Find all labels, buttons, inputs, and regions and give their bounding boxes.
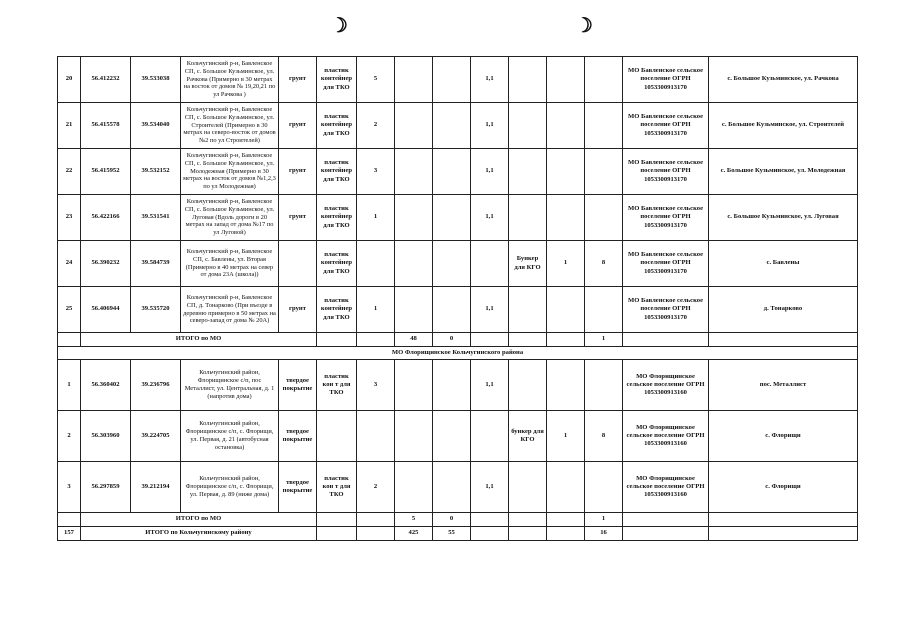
table-row [58, 195, 858, 241]
extra-col-cell [433, 287, 471, 333]
longitude-cell: 39.534040 [131, 103, 181, 149]
section-title-cell: МО Флорищинское Кольчугинского района [58, 347, 858, 360]
bunker-count-cell [547, 149, 585, 195]
site-address-cell: Кольчугинский район, Флорищинское с/п, с. Флорищи, ул. Первая, д. 89 (ниже дома) [181, 462, 279, 513]
total-row [58, 527, 858, 541]
row-number-cell: 3 [58, 462, 81, 513]
owner-entity-cell: МО Бавленское сельское поселение ОГРН 1053300913170 [623, 241, 709, 287]
bunker-count-cell [547, 462, 585, 513]
site-address-cell: Кольчугинский р-н, Бавленское СП, с. Большое Кузьминское, ул. Луговая (Вдоль дороги в 20 метрах на запад от дома №17 по ул Луговой) [181, 195, 279, 241]
bunker-type-cell [509, 462, 547, 513]
container-count-cell: 3 [357, 360, 395, 411]
extra-col-cell [433, 241, 471, 287]
container-volume-cell: 1,1 [471, 287, 509, 333]
planned-count-cell [395, 411, 433, 462]
bunker-volume-cell [585, 57, 623, 103]
empty-cell [547, 333, 585, 347]
planned-count-cell [395, 287, 433, 333]
empty-cell [709, 527, 858, 541]
binding-mark-right: ☽ [575, 15, 593, 37]
empty-cell [509, 527, 547, 541]
container-type-cell: пластик контейнер для ТКО [317, 103, 357, 149]
container-volume-cell: 1,1 [471, 360, 509, 411]
empty-cell [623, 527, 709, 541]
container-volume-cell: 1,1 [471, 57, 509, 103]
latitude-cell: 56.412232 [81, 57, 131, 103]
section-header-row [58, 347, 858, 360]
waste-source-cell: с. Большое Кузьминское, ул. Молодежная [709, 149, 858, 195]
total-number-cell [58, 333, 81, 347]
extra-col-cell [433, 360, 471, 411]
container-type-cell [317, 411, 357, 462]
latitude-cell: 56.422166 [81, 195, 131, 241]
waste-source-cell: с. Большое Кузьминское, ул. Строителей [709, 103, 858, 149]
extra-col-cell [433, 103, 471, 149]
total-label-cell: ИТОГО по МО [81, 333, 317, 347]
owner-entity-cell: МО Бавленское сельское поселение ОГРН 1053300913170 [623, 195, 709, 241]
waste-source-cell: д. Тонарково [709, 287, 858, 333]
container-volume-cell: 1,1 [471, 149, 509, 195]
bunker-count-cell [547, 287, 585, 333]
bunker-volume-cell [585, 462, 623, 513]
row-number-cell: 21 [58, 103, 81, 149]
total-container-count-cell: 48 [395, 333, 433, 347]
longitude-cell: 39.532152 [131, 149, 181, 195]
row-number-cell: 25 [58, 287, 81, 333]
surface-type-cell: грунт [279, 57, 317, 103]
latitude-cell: 56.415578 [81, 103, 131, 149]
surface-type-cell [279, 241, 317, 287]
longitude-cell: 39.531541 [131, 195, 181, 241]
empty-cell [623, 333, 709, 347]
bunker-type-cell [509, 195, 547, 241]
surface-type-cell: твердое покрытие [279, 411, 317, 462]
bunker-volume-cell: 8 [585, 241, 623, 287]
bunker-count-cell [547, 103, 585, 149]
container-count-cell: 3 [357, 149, 395, 195]
surface-type-cell: твердое покрытие [279, 462, 317, 513]
latitude-cell: 56.360402 [81, 360, 131, 411]
empty-cell [317, 333, 357, 347]
total-planned-count-cell: 55 [433, 527, 471, 541]
empty-cell [623, 513, 709, 527]
total-bunker-count-cell: 1 [585, 333, 623, 347]
container-type-cell: пластик контейнер для ТКО [317, 149, 357, 195]
planned-count-cell [395, 360, 433, 411]
planned-count-cell [395, 103, 433, 149]
bunker-type-cell: бункер для КГО [509, 411, 547, 462]
table-row [58, 241, 858, 287]
empty-cell [471, 527, 509, 541]
container-volume-cell: 1,1 [471, 462, 509, 513]
site-address-cell: Кольчугинский р-н, Бавленское СП, с. Большое Кузьминское, ул. Строителей (Примерно в 30 метрах на северо-восток от домов №2 по ул Строителей) [181, 103, 279, 149]
extra-col-cell [433, 462, 471, 513]
longitude-cell: 39.584739 [131, 241, 181, 287]
container-volume-cell: 1,1 [471, 103, 509, 149]
total-label-cell: ИТОГО по МО [81, 513, 317, 527]
bunker-type-cell [509, 360, 547, 411]
row-number-cell: 2 [58, 411, 81, 462]
row-number-cell: 20 [58, 57, 81, 103]
row-number-cell: 1 [58, 360, 81, 411]
waste-source-cell: пос. Металлист [709, 360, 858, 411]
total-number-cell: 157 [58, 527, 81, 541]
table-row [58, 57, 858, 103]
table-row [58, 411, 858, 462]
container-count-cell: 1 [357, 195, 395, 241]
site-address-cell: Кольчугинский р-н, Бавленское СП, д. Тонарково (При въезде в деревню примерно в 50 метрах на северо-запад от дома № 20А) [181, 287, 279, 333]
total-label-cell: ИТОГО по Кольчугинскому району [81, 527, 317, 541]
site-address-cell: Кольчугинский р-н, Бавленское СП, с. Большое Кузьминское, ул. Рачкова (Примерно в 30 метрах на восток от домов № 19,20,21 по ул Рачкова ) [181, 57, 279, 103]
bunker-count-cell: 1 [547, 241, 585, 287]
waste-source-cell: с. Большое Кузьминское, ул. Луговая [709, 195, 858, 241]
empty-cell [357, 333, 395, 347]
total-planned-count-cell: 0 [433, 333, 471, 347]
total-container-count-cell: 5 [395, 513, 433, 527]
planned-count-cell [395, 149, 433, 195]
owner-entity-cell: МО Флорищинское сельское поселение ОГРН 1053300913160 [623, 360, 709, 411]
bunker-count-cell [547, 57, 585, 103]
total-row [58, 333, 858, 347]
container-volume-cell [471, 411, 509, 462]
waste-source-cell: с. Бавлены [709, 241, 858, 287]
total-row [58, 513, 858, 527]
container-type-cell: пластик контейнер для ТКО [317, 287, 357, 333]
row-number-cell: 24 [58, 241, 81, 287]
row-number-cell: 22 [58, 149, 81, 195]
empty-cell [471, 333, 509, 347]
empty-cell [509, 333, 547, 347]
empty-cell [709, 513, 858, 527]
owner-entity-cell: МО Бавленское сельское поселение ОГРН 1053300913170 [623, 149, 709, 195]
container-type-cell: пластик кон т для ТКО [317, 360, 357, 411]
latitude-cell: 56.297859 [81, 462, 131, 513]
surface-type-cell: грунт [279, 149, 317, 195]
total-planned-count-cell: 0 [433, 513, 471, 527]
planned-count-cell [395, 195, 433, 241]
waste-source-cell: с. Большое Кузьминское, ул. Рачкова [709, 57, 858, 103]
bunker-type-cell: Бункер для КГО [509, 241, 547, 287]
latitude-cell: 56.303960 [81, 411, 131, 462]
empty-cell [547, 513, 585, 527]
longitude-cell: 39.533038 [131, 57, 181, 103]
owner-entity-cell: МО Бавленское сельское поселение ОГРН 1053300913170 [623, 287, 709, 333]
bunker-type-cell [509, 287, 547, 333]
owner-entity-cell: МО Флорищинское сельское поселение ОГРН 1053300913160 [623, 462, 709, 513]
table-row [58, 149, 858, 195]
bunker-type-cell [509, 103, 547, 149]
empty-cell [357, 527, 395, 541]
total-bunker-count-cell: 1 [585, 513, 623, 527]
surface-type-cell: грунт [279, 287, 317, 333]
longitude-cell: 39.535720 [131, 287, 181, 333]
bunker-count-cell [547, 360, 585, 411]
container-volume-cell [471, 241, 509, 287]
bunker-type-cell [509, 149, 547, 195]
owner-entity-cell: МО Флорищинское сельское поселение ОГРН 1053300913160 [623, 411, 709, 462]
empty-cell [317, 513, 357, 527]
container-count-cell: 2 [357, 103, 395, 149]
container-type-cell: пластик контейнер для ТКО [317, 57, 357, 103]
waste-source-cell: с. Флорищи [709, 411, 858, 462]
planned-count-cell [395, 462, 433, 513]
container-type-cell: пластик контейнер для ТКО [317, 241, 357, 287]
waste-sites-register-table [57, 56, 858, 541]
waste-source-cell: с. Флорищи [709, 462, 858, 513]
latitude-cell: 56.406944 [81, 287, 131, 333]
bunker-count-cell: 1 [547, 411, 585, 462]
empty-cell [357, 513, 395, 527]
surface-type-cell: грунт [279, 195, 317, 241]
extra-col-cell [433, 195, 471, 241]
owner-entity-cell: МО Бавленское сельское поселение ОГРН 1053300913170 [623, 57, 709, 103]
longitude-cell: 39.224705 [131, 411, 181, 462]
total-number-cell [58, 513, 81, 527]
bunker-type-cell [509, 57, 547, 103]
bunker-volume-cell: 8 [585, 411, 623, 462]
container-count-cell [357, 241, 395, 287]
planned-count-cell [395, 241, 433, 287]
container-type-cell: пластик кон т для ТКО [317, 462, 357, 513]
owner-entity-cell: МО Бавленское сельское поселение ОГРН 1053300913170 [623, 103, 709, 149]
bunker-volume-cell [585, 287, 623, 333]
bunker-volume-cell [585, 149, 623, 195]
site-address-cell: Кольчугинский район, Флорищинское с/п, с. Флорищи, ул. Первая, д. 21 (автобусная остановка) [181, 411, 279, 462]
longitude-cell: 39.236796 [131, 360, 181, 411]
bunker-volume-cell [585, 103, 623, 149]
latitude-cell: 56.415952 [81, 149, 131, 195]
latitude-cell: 56.390232 [81, 241, 131, 287]
extra-col-cell [433, 411, 471, 462]
extra-col-cell [433, 149, 471, 195]
extra-col-cell [433, 57, 471, 103]
container-volume-cell: 1,1 [471, 195, 509, 241]
empty-cell [317, 527, 357, 541]
container-count-cell: 5 [357, 57, 395, 103]
row-number-cell: 23 [58, 195, 81, 241]
container-type-cell: пластик контейнер для ТКО [317, 195, 357, 241]
container-count-cell [357, 411, 395, 462]
table-row [58, 287, 858, 333]
total-container-count-cell: 425 [395, 527, 433, 541]
surface-type-cell: грунт [279, 103, 317, 149]
table-row [58, 360, 858, 411]
site-address-cell: Кольчугинский район, Флорищинское с/п, пос Металлист, ул. Центральная, д. 1 (напротив дома) [181, 360, 279, 411]
table-row [58, 462, 858, 513]
bunker-count-cell [547, 195, 585, 241]
bunker-volume-cell [585, 195, 623, 241]
container-count-cell: 2 [357, 462, 395, 513]
container-count-cell: 1 [357, 287, 395, 333]
longitude-cell: 39.212194 [131, 462, 181, 513]
surface-type-cell: твердое покрытие [279, 360, 317, 411]
site-address-cell: Кольчугинский р-н, Бавленское СП, с. Большое Кузьминское, ул. Молодежная (Примерно в 30 метрах на восток от домов №1,2,3 по ул Молодежная) [181, 149, 279, 195]
total-bunker-count-cell: 16 [585, 527, 623, 541]
empty-cell [471, 513, 509, 527]
site-address-cell: Кольчугинский р-н, Бавленское СП, с. Бавлены, ул. Вторая (Примерно в 40 метрах на север от дома 23А (школа)) [181, 241, 279, 287]
binding-mark-left: ☽ [330, 15, 348, 37]
empty-cell [709, 333, 858, 347]
empty-cell [509, 513, 547, 527]
table-row [58, 103, 858, 149]
bunker-volume-cell [585, 360, 623, 411]
planned-count-cell [395, 57, 433, 103]
empty-cell [547, 527, 585, 541]
